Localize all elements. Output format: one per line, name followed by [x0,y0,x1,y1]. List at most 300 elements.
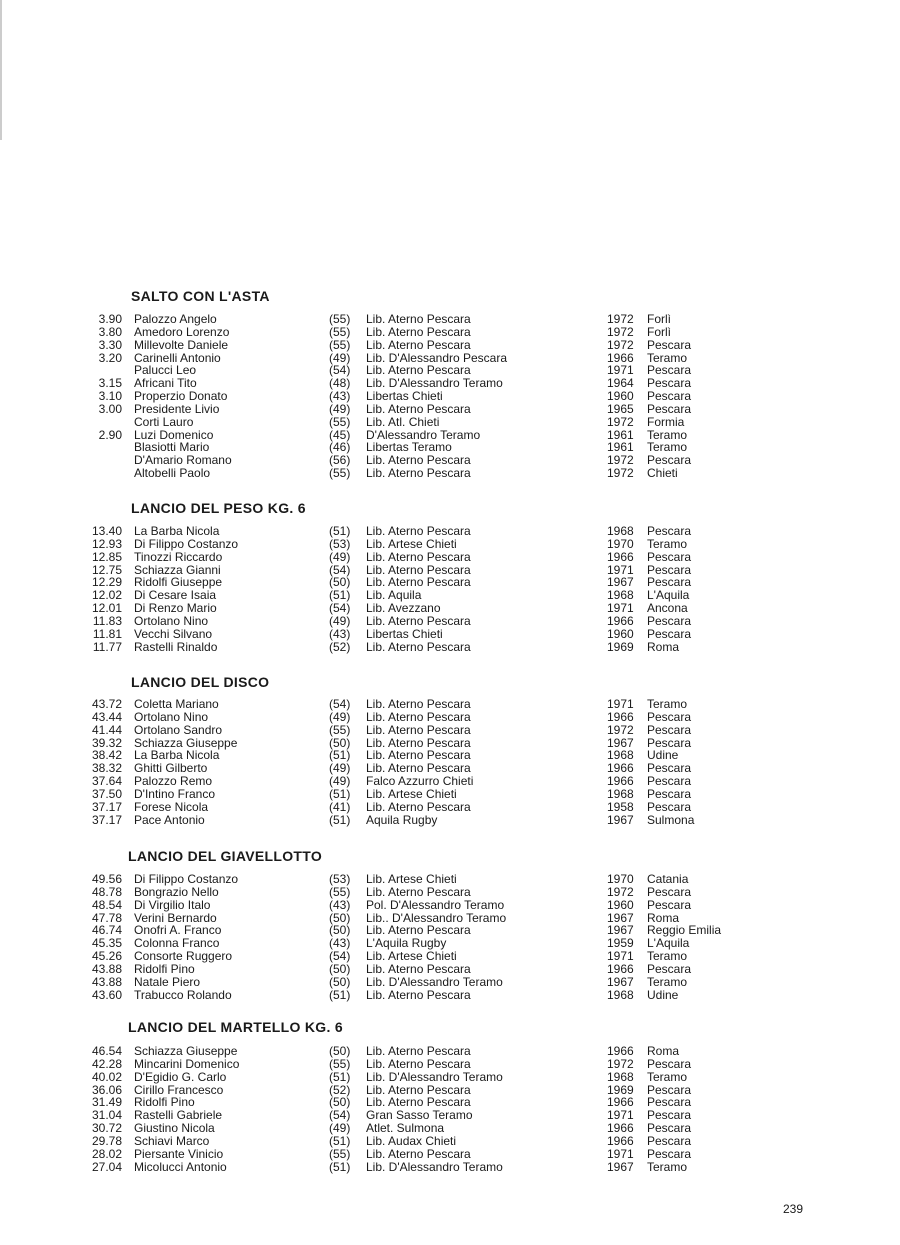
club-name: Lib. Aterno Pescara [366,337,471,352]
venue-city: L'Aquila [647,936,690,951]
athlete-name: Altobelli Paolo [134,466,211,481]
result-score: 45.35 [91,936,122,951]
venue-city: Pescara [647,562,692,577]
club-name: Lib. Aterno Pescara [366,1146,471,1161]
birth-year: (50) [329,1095,351,1110]
athlete-name: Di Filippo Costanzo [134,536,239,551]
venue-city: Pescara [647,799,692,814]
venue-city: Pescara [647,884,692,899]
venue-city: Pescara [647,735,692,750]
athlete-name: Ortolano Nino [134,613,209,628]
venue-city: Pescara [647,774,692,789]
venue-city: Teramo [647,1069,688,1084]
birth-year: (51) [329,1159,351,1174]
section-title: LANCIO DEL DISCO [131,674,270,690]
athlete-name: Africani Tito [134,376,197,391]
birth-year: (55) [329,466,351,481]
result-score: 29.78 [91,1133,122,1148]
club-name: Lib. Aterno Pescara [366,524,471,538]
result-score: 46.74 [91,923,122,938]
record-year: 1966 [607,1133,634,1148]
result-score: 41.44 [91,722,122,737]
result-score: 49.56 [91,872,122,886]
birth-year: (49) [329,774,351,789]
athlete-name: Di Renzo Mario [134,601,217,616]
result-score: 42.28 [91,1056,122,1071]
athlete-name: Consorte Ruggero [134,949,233,964]
result-score: 37.64 [91,774,122,789]
athlete-name: Schiazza Giuseppe [134,735,238,750]
athlete-name: Colonna Franco [134,936,220,951]
record-year: 1967 [607,575,634,590]
record-year: 1964 [607,376,634,391]
athlete-name: Schiavi Marco [134,1133,210,1148]
venue-city: Teramo [647,440,688,455]
record-year: 1972 [607,414,634,429]
club-name: Lib. Aterno Pescara [366,1056,471,1071]
record-year: 1967 [607,735,634,750]
club-name: L'Aquila Rugby [366,936,447,951]
record-year: 1972 [607,722,634,737]
athlete-name: Trabucco Rolando [134,987,232,1002]
birth-year: (54) [329,562,351,577]
result-score: 12.01 [91,601,122,616]
club-name: Lib. Aterno Pescara [366,722,471,737]
athlete-name: Ghitti Gilberto [134,761,208,776]
club-name: Lib. Aterno Pescara [366,453,471,468]
birth-year: (52) [329,639,351,654]
record-year: 1972 [607,312,634,326]
record-year: 1969 [607,639,634,654]
result-score: 48.54 [91,897,122,912]
club-name: Lib. Aterno Pescara [366,549,471,564]
club-name: Lib. Aterno Pescara [366,363,471,378]
record-year: 1968 [607,748,634,763]
result-score: 3.20 [98,350,122,365]
venue-city: Pescara [647,1146,692,1161]
result-score: 31.49 [91,1095,122,1110]
result-score: 40.02 [91,1069,122,1084]
result-score: 47.78 [91,910,122,925]
record-year: 1971 [607,562,634,577]
birth-year: (48) [329,376,351,391]
club-name: Lib. D'Alessandro Teramo [366,974,503,989]
birth-year: (50) [329,575,351,590]
athlete-name: Blasiotti Mario [134,440,210,455]
record-year: 1972 [607,324,634,339]
result-score: 43.88 [91,974,122,989]
club-name: Lib. Aterno Pescara [366,987,471,1002]
birth-year: (50) [329,923,351,938]
club-name: Lib. D'Alessandro Pescara [366,350,508,365]
athlete-name: Natale Piero [134,974,201,989]
record-year: 1967 [607,974,634,989]
record-year: 1970 [607,536,634,551]
athlete-name: Cirillo Francesco [134,1082,224,1097]
result-score: 2.90 [98,427,122,442]
record-year: 1968 [607,588,634,603]
athlete-name: Verini Bernardo [134,910,217,925]
record-year: 1970 [607,872,634,886]
athlete-name: Palucci Leo [134,363,197,378]
athlete-name: Ortolano Nino [134,709,209,724]
birth-year: (52) [329,1082,351,1097]
club-name: Lib. Aterno Pescara [366,312,471,326]
birth-year: (54) [329,949,351,964]
athlete-name: Giustino Nicola [134,1121,215,1136]
venue-city: Sulmona [647,812,695,827]
record-year: 1971 [607,697,634,711]
athlete-name: D'Egidio G. Carlo [134,1069,227,1084]
record-year: 1968 [607,786,634,801]
record-year: 1961 [607,427,634,442]
result-score: 12.29 [91,575,122,590]
birth-year: (51) [329,987,351,1002]
venue-city: Teramo [647,974,688,989]
venue-city: Pescara [647,401,692,416]
birth-year: (51) [329,1133,351,1148]
birth-year: (53) [329,872,351,886]
birth-year: (43) [329,936,351,951]
athlete-name: Palozzo Angelo [134,312,217,326]
club-name: Lib. Aterno Pescara [366,799,471,814]
venue-city: Pescara [647,1082,692,1097]
birth-year: (45) [329,427,351,442]
club-name: Lib. Aterno Pescara [366,748,471,763]
result-score: 43.72 [91,697,122,711]
athlete-name: Schiazza Giuseppe [134,1044,238,1058]
result-score: 39.32 [91,735,122,750]
venue-city: Pescara [647,337,692,352]
record-year: 1971 [607,363,634,378]
venue-city: Pescara [647,453,692,468]
record-year: 1960 [607,897,634,912]
venue-city: Pescara [647,524,692,538]
venue-city: Teramo [647,427,688,442]
athlete-name: Di Virgilio Italo [134,897,211,912]
club-name: Lib. Aterno Pescara [366,961,471,976]
athlete-name: Rastelli Rinaldo [134,639,218,654]
result-score: 31.04 [91,1108,122,1123]
record-year: 1965 [607,401,634,416]
club-name: Lib. Aterno Pescara [366,761,471,776]
venue-city: Pescara [647,761,692,776]
record-year: 1966 [607,549,634,564]
club-name: Lib. Artese Chieti [366,786,457,801]
venue-city: Pescara [647,1095,692,1110]
birth-year: (50) [329,910,351,925]
athlete-name: Millevolte Daniele [134,337,229,352]
venue-city: Pescara [647,961,692,976]
athlete-name: Mincarini Domenico [134,1056,240,1071]
birth-year: (49) [329,761,351,776]
club-name: Lib. Artese Chieti [366,949,457,964]
athlete-name: Vecchi Silvano [134,626,213,641]
birth-year: (43) [329,626,351,641]
club-name: Falco Azzurro Chieti [366,774,474,789]
venue-city: Pescara [647,613,692,628]
club-name: Lib. Artese Chieti [366,536,457,551]
birth-year: (41) [329,799,351,814]
result-score: 37.50 [91,786,122,801]
result-score: 38.32 [91,761,122,776]
club-name: Lib. Aterno Pescara [366,884,471,899]
venue-city: Pescara [647,709,692,724]
record-year: 1966 [607,1121,634,1136]
record-year: 1971 [607,949,634,964]
birth-year: (55) [329,312,351,326]
venue-city: Pescara [647,1056,692,1071]
birth-year: (55) [329,324,351,339]
club-name: Libertas Teramo [366,440,452,455]
athlete-name: Piersante Vinicio [134,1146,224,1161]
athlete-name: Ridolfi Pino [134,1095,195,1110]
athlete-name: La Barba Nicola [134,748,220,763]
venue-city: Pescara [647,575,692,590]
record-year: 1968 [607,524,634,538]
result-score: 48.78 [91,884,122,899]
result-score: 43.44 [91,709,122,724]
result-score: 12.85 [91,549,122,564]
result-score: 30.72 [91,1121,122,1136]
result-score: 3.80 [98,324,122,339]
result-score: 27.04 [91,1159,122,1174]
birth-year: (43) [329,897,351,912]
club-name: Lib. Audax Chieti [366,1133,457,1148]
result-score: 13.40 [91,524,122,538]
birth-year: (51) [329,588,351,603]
athlete-name: Onofri A. Franco [134,923,222,938]
venue-city: L'Aquila [647,588,690,603]
club-name: Lib. D'Alessandro Teramo [366,376,503,391]
club-name: Gran Sasso Teramo [366,1108,473,1123]
venue-city: Chieti [647,466,678,481]
section-title: LANCIO DEL GIAVELLOTTO [128,848,323,864]
birth-year: (55) [329,337,351,352]
result-score: 12.75 [91,562,122,577]
venue-city: Pescara [647,626,692,641]
result-score: 3.30 [98,337,122,352]
birth-year: (55) [329,884,351,899]
birth-year: (49) [329,549,351,564]
result-score: 43.88 [91,961,122,976]
birth-year: (49) [329,1121,351,1136]
venue-city: Pescara [647,1133,692,1148]
birth-year: (51) [329,1069,351,1084]
club-name: Lib. D'Alessandro Teramo [366,1069,503,1084]
record-year: 1972 [607,1056,634,1071]
result-score: 11.81 [92,626,122,641]
birth-year: (50) [329,961,351,976]
club-name: Lib. Aterno Pescara [366,613,471,628]
record-year: 1971 [607,601,634,616]
birth-year: (50) [329,974,351,989]
birth-year: (53) [329,536,351,551]
record-year: 1967 [607,923,634,938]
birth-year: (49) [329,613,351,628]
club-name: Lib. Aterno Pescara [366,562,471,577]
birth-year: (46) [329,440,351,455]
athlete-name: Di Cesare Isaia [134,588,217,603]
record-year: 1966 [607,613,634,628]
venue-city: Pescara [647,897,692,912]
result-score: 12.02 [91,588,122,603]
result-score: 12.93 [91,536,122,551]
venue-city: Pescara [647,722,692,737]
record-year: 1966 [607,709,634,724]
athlete-name: D'Intino Franco [134,786,215,801]
club-name: D'Alessandro Teramo [366,427,481,442]
birth-year: (50) [329,735,351,750]
birth-year: (55) [329,722,351,737]
section-title: LANCIO DEL MARTELLO KG. 6 [128,1019,343,1035]
venue-city: Teramo [647,536,688,551]
club-name: Lib. Aterno Pescara [366,923,471,938]
birth-year: (43) [329,389,351,404]
result-score: 46.54 [91,1044,122,1058]
club-name: Lib. D'Alessandro Teramo [366,1159,503,1174]
venue-city: Pescara [647,389,692,404]
result-score: 45.26 [91,949,122,964]
athlete-name: Presidente Livio [134,401,220,416]
birth-year: (56) [329,453,351,468]
result-score: 37.17 [91,799,122,814]
venue-city: Forlì [647,312,671,326]
birth-year: (54) [329,601,351,616]
result-score: 11.77 [92,639,122,654]
birth-year: (49) [329,401,351,416]
record-year: 1969 [607,1082,634,1097]
athlete-name: D'Amario Romano [134,453,232,468]
birth-year: (49) [329,350,351,365]
birth-year: (55) [329,1146,351,1161]
club-name: Lib. Artese Chieti [366,872,457,886]
page-number: 239 [783,1202,804,1216]
athlete-name: Di Filippo Costanzo [134,872,239,886]
record-year: 1967 [607,1159,634,1174]
venue-city: Roma [647,910,680,925]
record-year: 1958 [607,799,634,814]
record-year: 1961 [607,440,634,455]
club-name: Lib. Aterno Pescara [366,735,471,750]
venue-city: Teramo [647,350,688,365]
record-year: 1972 [607,337,634,352]
athlete-name: Carinelli Antonio [134,350,221,365]
record-year: 1968 [607,987,634,1002]
birth-year: (51) [329,748,351,763]
venue-city: Pescara [647,549,692,564]
result-score: 28.02 [91,1146,122,1161]
birth-year: (54) [329,697,351,711]
club-name: Lib.. D'Alessandro Teramo [366,910,507,925]
club-name: Pol. D'Alessandro Teramo [366,897,505,912]
venue-city: Pescara [647,1121,692,1136]
result-score: 37.17 [91,812,122,827]
record-year: 1972 [607,453,634,468]
club-name: Lib. Aterno Pescara [366,575,471,590]
club-name: Aquila Rugby [366,812,438,827]
athlete-name: Luzi Domenico [134,427,214,442]
athlete-name: Bongrazio Nello [134,884,219,899]
result-score: 38.42 [91,748,122,763]
record-year: 1972 [607,466,634,481]
scan-edge-mark [0,0,2,140]
section-title: SALTO CON L'ASTA [131,288,270,304]
club-name: Libertas Chieti [366,626,443,641]
record-year: 1967 [607,910,634,925]
venue-city: Reggio Emilia [647,923,722,938]
section-title: LANCIO DEL PESO KG. 6 [131,500,306,516]
record-year: 1968 [607,1069,634,1084]
club-name: Lib. Aterno Pescara [366,709,471,724]
record-year: 1966 [607,774,634,789]
athlete-name: Palozzo Remo [134,774,213,789]
birth-year: (51) [329,524,351,538]
athlete-name: Ortolano Sandro [134,722,223,737]
result-score: 36.06 [91,1082,122,1097]
athlete-name: Properzio Donato [134,389,228,404]
record-year: 1971 [607,1146,634,1161]
result-score: 43.60 [91,987,122,1002]
venue-city: Teramo [647,949,688,964]
birth-year: (51) [329,812,351,827]
club-name: Libertas Chieti [366,389,443,404]
record-year: 1967 [607,812,634,827]
venue-city: Forlì [647,324,671,339]
club-name: Atlet. Sulmona [366,1121,445,1136]
birth-year: (49) [329,709,351,724]
club-name: Lib. Aterno Pescara [366,466,471,481]
venue-city: Pescara [647,376,692,391]
result-score: 3.90 [98,312,122,326]
club-name: Lib. Aterno Pescara [366,1044,471,1058]
club-name: Lib. Aterno Pescara [366,401,471,416]
club-name: Lib. Aquila [366,588,422,603]
venue-city: Catania [647,872,689,886]
birth-year: (55) [329,1056,351,1071]
club-name: Lib. Aterno Pescara [366,1095,471,1110]
venue-city: Teramo [647,1159,688,1174]
venue-city: Pescara [647,363,692,378]
venue-city: Roma [647,639,680,654]
club-name: Lib. Avezzano [366,601,441,616]
athlete-name: Amedoro Lorenzo [134,324,230,339]
record-year: 1959 [607,936,634,951]
birth-year: (50) [329,1044,351,1058]
athlete-name: Schiazza Gianni [134,562,221,577]
record-year: 1966 [607,350,634,365]
record-year: 1966 [607,1044,634,1058]
birth-year: (51) [329,786,351,801]
birth-year: (54) [329,1108,351,1123]
venue-city: Udine [647,748,679,763]
record-year: 1966 [607,961,634,976]
venue-city: Pescara [647,786,692,801]
athlete-name: Micolucci Antonio [134,1159,227,1174]
record-year: 1971 [607,1108,634,1123]
athlete-name: Coletta Mariano [134,697,219,711]
birth-year: (54) [329,363,351,378]
athlete-name: Ridolfi Pino [134,961,195,976]
club-name: Lib. Aterno Pescara [366,1082,471,1097]
club-name: Lib. Atl. Chieti [366,414,440,429]
athlete-name: Forese Nicola [134,799,209,814]
club-name: Lib. Aterno Pescara [366,639,471,654]
venue-city: Ancona [647,601,688,616]
record-year: 1960 [607,389,634,404]
result-score: 3.15 [98,376,122,391]
athlete-name: Tinozzi Riccardo [134,549,223,564]
